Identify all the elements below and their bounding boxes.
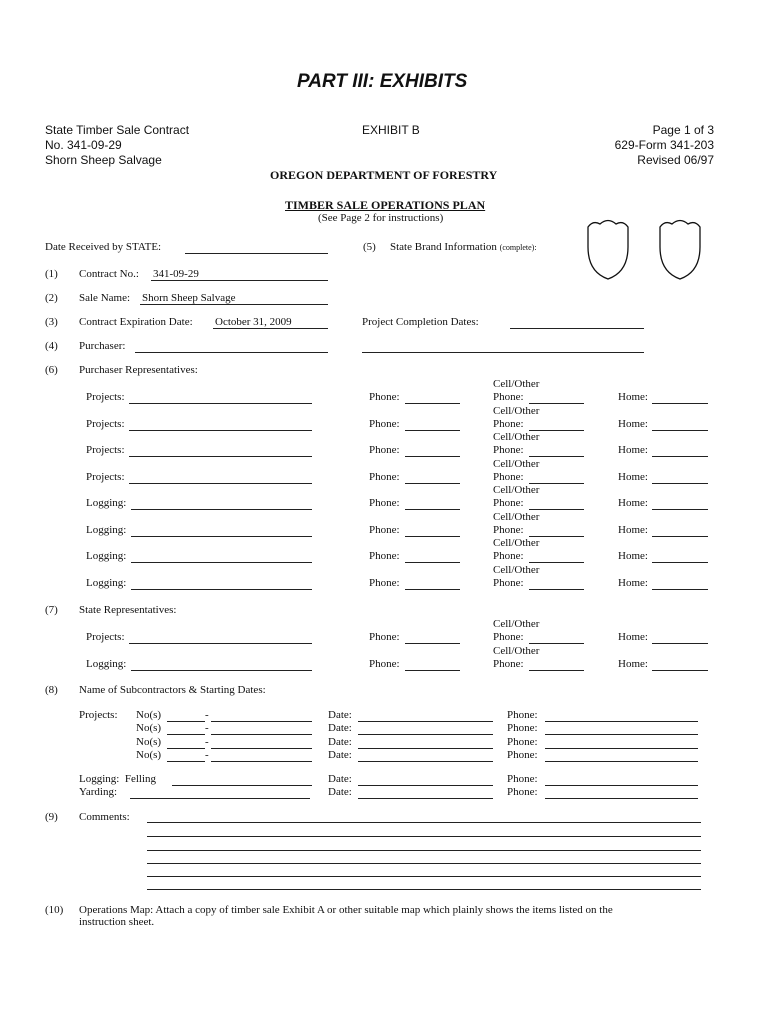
rep-role-label: Logging: [86,524,127,536]
rep-phone-label: Phone: [369,577,400,589]
rep-home-label: Home: [618,631,648,643]
rep-role-label: Logging: [86,550,127,562]
subs-name-field[interactable] [211,748,312,749]
date-received-label: Date Received by STATE: [45,241,162,253]
expiration-label: Contract Expiration Date: [79,316,193,328]
rep-role-label: Projects: [86,418,125,430]
felling-phone-field[interactable] [545,785,698,786]
header-page-number: Page 1 of 3 [652,123,714,137]
subs-phone-label: Phone: [507,736,538,748]
completion-dates-field-2[interactable] [362,352,644,353]
rep-home-label: Home: [618,658,648,670]
rep-cell-field[interactable] [529,403,584,404]
contract-no-value: 341-09-29 [153,268,199,280]
rep-phone-label: Phone: [369,471,400,483]
completion-dates-field[interactable] [510,328,644,329]
subs-projects-label: Projects: [79,709,118,721]
rep-cell-phone-label: Phone: [493,497,524,509]
rep-home-label: Home: [618,471,648,483]
rep-cell-field[interactable] [529,562,584,563]
subs-dash: - [205,736,209,748]
rep-cell-phone-label: Phone: [493,418,524,430]
felling-field[interactable] [172,785,312,786]
felling-date-field[interactable] [358,785,493,786]
yarding-field[interactable] [130,798,310,799]
rep-home-field[interactable] [652,562,708,563]
rep-name-field[interactable] [131,670,312,671]
rep-cell-label: Cell/Other [493,511,540,523]
rep-home-label: Home: [618,524,648,536]
rep-cell-field[interactable] [529,589,584,590]
rep-cell-label: Cell/Other [493,431,540,443]
comments-line[interactable] [147,889,701,890]
item-7-number: (7) [45,604,58,616]
rep-cell-phone-label: Phone: [493,550,524,562]
brand-number: (5) [363,241,376,253]
rep-home-label: Home: [618,418,648,430]
rep-phone-label: Phone: [369,631,400,643]
rep-phone-field[interactable] [405,670,460,671]
yarding-date-field[interactable] [358,798,493,799]
rep-cell-phone-label: Phone: [493,391,524,403]
rep-role-label: Projects: [86,471,125,483]
subs-phone-label: Phone: [507,722,538,734]
subs-nos-label: No(s) [136,722,162,734]
comments-line[interactable] [147,863,701,864]
subs-dash: - [205,722,209,734]
subs-name-field[interactable] [211,721,312,722]
rep-name-field[interactable] [129,643,312,644]
rep-cell-phone-label: Phone: [493,471,524,483]
rep-cell-label: Cell/Other [493,458,540,470]
sale-name-field[interactable] [140,304,328,305]
rep-phone-label: Phone: [369,444,400,456]
rep-home-field[interactable] [652,643,708,644]
rep-phone-field[interactable] [405,483,460,484]
rep-name-field[interactable] [129,403,312,404]
rep-phone-field[interactable] [405,456,460,457]
rep-role-label: Logging: [86,658,127,670]
item-9-number: (9) [45,811,58,823]
rep-home-label: Home: [618,497,648,509]
subs-nos-label: No(s) [136,709,162,721]
rep-home-field[interactable] [652,456,708,457]
subs-nos-field[interactable] [167,721,205,722]
comments-line[interactable] [147,876,701,877]
page-title: PART III: EXHIBITS [297,71,468,92]
subs-date-field[interactable] [358,721,493,722]
rep-phone-label: Phone: [369,524,400,536]
rep-role-label: Logging: [86,497,127,509]
plan-title: TIMBER SALE OPERATIONS PLAN [285,198,486,212]
rep-home-field[interactable] [652,483,708,484]
item-2-number: (2) [45,292,58,304]
rep-cell-phone-label: Phone: [493,577,524,589]
rep-home-field[interactable] [652,536,708,537]
subs-date-field[interactable] [358,734,493,735]
subs-date-label: Date: [328,736,352,748]
subs-dash: - [205,709,209,721]
rep-home-label: Home: [618,550,648,562]
subs-date-field[interactable] [358,761,493,762]
header-contract-number: No. 341-09-29 [45,138,122,152]
subs-date-label: Date: [328,749,352,761]
rep-cell-field[interactable] [529,643,584,644]
subs-date-label: Date: [328,722,352,734]
rep-home-label: Home: [618,391,648,403]
yarding-date-label: Date: [328,786,352,798]
felling-phone-label: Phone: [507,773,538,785]
rep-cell-label: Cell/Other [493,537,540,549]
rep-phone-field[interactable] [405,430,460,431]
rep-cell-label: Cell/Other [493,484,540,496]
item-8-number: (8) [45,684,58,696]
completion-dates-label: Project Completion Dates: [362,316,479,328]
rep-cell-phone-label: Phone: [493,631,524,643]
header-contract-type: State Timber Sale Contract [45,123,190,137]
rep-phone-label: Phone: [369,497,400,509]
rep-role-label: Projects: [86,391,125,403]
subs-logging-label: Logging: Felling [79,773,157,785]
rep-home-label: Home: [618,577,648,589]
rep-phone-field[interactable] [405,509,460,510]
rep-phone-label: Phone: [369,550,400,562]
rep-cell-label: Cell/Other [493,378,540,390]
plan-subtitle: (See Page 2 for instructions) [318,212,444,224]
sale-name-value: Shorn Sheep Salvage [142,292,236,304]
rep-phone-field[interactable] [405,589,460,590]
operations-map-text: Operations Map: Attach a copy of timber sale Exhibit A or other suitable map which plainly shows the items listed on the [79,904,613,916]
state-reps-label: State Representatives: [79,604,177,616]
subs-dash: - [205,749,209,761]
sale-name-label: Sale Name: [79,292,131,304]
rep-name-field[interactable] [131,536,312,537]
rep-phone-field[interactable] [405,643,460,644]
rep-cell-phone-label: Phone: [493,444,524,456]
item-6-number: (6) [45,364,58,376]
brand-label: State Brand Information (complete): [390,241,537,253]
yarding-label: Yarding: [79,786,118,798]
subs-name-field[interactable] [211,761,312,762]
subs-name-field[interactable] [211,734,312,735]
brand-shields [578,217,718,289]
felling-date-label: Date: [328,773,352,785]
subs-phone-field[interactable] [545,721,698,722]
rep-phone-label: Phone: [369,418,400,430]
expiration-field[interactable] [213,328,328,329]
comments-line[interactable] [147,836,701,837]
comments-label: Comments: [79,811,130,823]
subs-phone-field[interactable] [545,761,698,762]
item-1-number: (1) [45,268,58,280]
subs-phone-label: Phone: [507,709,538,721]
item-10-number: (10) [45,904,64,916]
rep-cell-field[interactable] [529,456,584,457]
subs-nos-field[interactable] [167,748,205,749]
yarding-phone-field[interactable] [545,798,698,799]
rep-cell-label: Cell/Other [493,405,540,417]
yarding-phone-label: Phone: [507,786,538,798]
subs-nos-field[interactable] [167,734,205,735]
item-3-number: (3) [45,316,58,328]
rep-phone-field[interactable] [405,562,460,563]
rep-cell-phone-label: Phone: [493,524,524,536]
header-revised: Revised 06/97 [637,153,714,167]
rep-name-field[interactable] [131,509,312,510]
subs-date-label: Date: [328,709,352,721]
rep-name-field[interactable] [129,456,312,457]
subs-phone-field[interactable] [545,748,698,749]
operations-map-text-2: instruction sheet. [79,916,155,928]
department-name: OREGON DEPARTMENT OF FORESTRY [270,168,498,182]
rep-home-field[interactable] [652,670,708,671]
rep-phone-label: Phone: [369,391,400,403]
rep-name-field[interactable] [129,430,312,431]
rep-phone-field[interactable] [405,536,460,537]
subs-phone-label: Phone: [507,749,538,761]
rep-phone-field[interactable] [405,403,460,404]
rep-cell-label: Cell/Other [493,564,540,576]
contract-no-field[interactable] [151,280,328,281]
expiration-value: October 31, 2009 [215,316,292,328]
subs-date-field[interactable] [358,748,493,749]
purchaser-reps-label: Purchaser Representatives: [79,364,198,376]
rep-home-field[interactable] [652,403,708,404]
brand-shield-left-icon [588,221,628,280]
comments-line[interactable] [147,850,701,851]
rep-cell-phone-label: Phone: [493,658,524,670]
header-exhibit: EXHIBIT B [362,123,420,137]
rep-home-field[interactable] [652,430,708,431]
subs-nos-field[interactable] [167,761,205,762]
rep-home-label: Home: [618,444,648,456]
subs-nos-label: No(s) [136,749,162,761]
rep-name-field[interactable] [131,562,312,563]
subs-phone-field[interactable] [545,734,698,735]
rep-role-label: Projects: [86,444,125,456]
rep-role-label: Projects: [86,631,125,643]
rep-cell-label: Cell/Other [493,645,540,657]
rep-cell-field[interactable] [529,670,584,671]
header-sale-name: Shorn Sheep Salvage [45,153,162,167]
contract-no-label: Contract No.: [79,268,139,280]
purchaser-label: Purchaser: [79,340,126,352]
item-4-number: (4) [45,340,58,352]
subs-nos-label: No(s) [136,736,162,748]
rep-phone-label: Phone: [369,658,400,670]
rep-home-field[interactable] [652,509,708,510]
brand-shield-right-icon [660,221,700,280]
rep-cell-label: Cell/Other [493,618,540,630]
header-form-number: 629-Form 341-203 [614,138,714,152]
date-received-field[interactable] [185,253,328,254]
rep-home-field[interactable] [652,589,708,590]
rep-name-field[interactable] [129,483,312,484]
subcontractors-label: Name of Subcontractors & Starting Dates: [79,684,266,696]
purchaser-field[interactable] [135,352,328,353]
rep-name-field[interactable] [131,589,312,590]
rep-cell-field[interactable] [529,509,584,510]
rep-role-label: Logging: [86,577,127,589]
comments-line[interactable] [147,822,701,823]
